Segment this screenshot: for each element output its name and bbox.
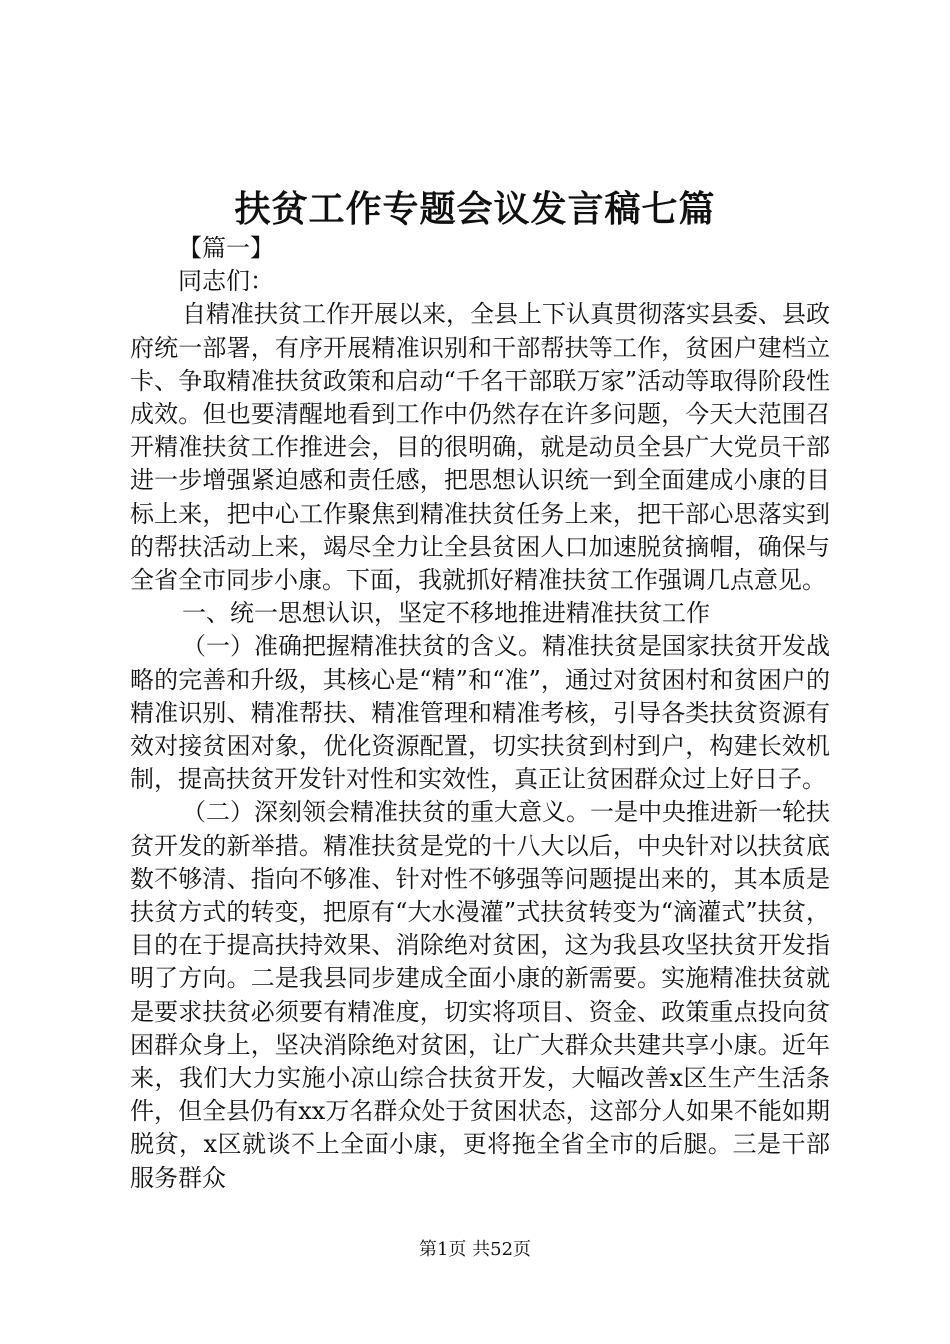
document-body [130,232,830,1195]
salutation: 同志们： [178,267,274,296]
document-title: 扶贫工作专题会议发言稿七篇 [234,188,716,230]
body-paragraph: （一）准确把握精准扶贫的含义。精准扶贫是国家扶贫开发战略的完善和升级，其核心是“精”和“准”，通过对贫困村和贫困户的精准识别、精准帮扶、精准管理和精准考核，引导各类扶贫资源有效对接贫困对象，优化资源配置，切实扶贫到村到户，构建长效机制，提高扶贫开发针对性和实效性，真正让贫困群众过上好日子。 [130,632,830,794]
subheading: 一、统一思想认识，坚定不移地推进精准扶贫工作 [182,599,710,628]
body-paragraph: 自精准扶贫工作开展以来，全县上下认真贯彻落实县委、县政府统一部署，有序开展精准识别和干部帮扶等工作，贫困户建档立卡、争取精准扶贫政策和启动“千名干部联万家”活动等取得阶段性成效。但也要清醒地看到工作中仍然存在许多问题，今天大范围召开精准扶贫工作推进会，目的很明确，就是动员全县广大党员干部进一步增强紧迫感和责任感，把思想认识统一到全面建成小康的目标上来，把中心工作聚焦到精准扶贫任务上来，把干部心思落实到的帮扶活动上来，竭尽全力让全县贫困人口加速脱贫摘帽，确保与全省全市同步小康。下面，我就抓好精准扶贫工作强调几点意见。 [130,300,830,595]
body-paragraph: （二）深刻领会精准扶贫的重大意义。一是中央推进新一轮扶贫开发的新举措。精准扶贫是党的十八大以后，中央针对以扶贫底数不够清、指向不够准、针对性不够强等问题提出来的，其本质是扶贫方式的转变，把原有“大水漫灌”式扶贫转变为“滴灌式”扶贫，目的在于提高扶持效果、消除绝对贫困，这为我县攻坚扶贫开发指明了方向。二是我县同步建成全面小康的新需要。实施精准扶贫就是要求扶贫必须要有精准度，切实将项目、资金、政策重点投向贫困群众身上，坚决消除绝对贫困，让广大群众共建共享小康。近年来，我们大力实施小凉山综合扶贫开发，大幅改善x区生产生活条件，但全县仍有xx万名群众处于贫困状态，这部分人如果不能如期脱贫，x区就谈不上全面小康，更将拖全省全市的后腿。三是干部服务群众 [130,798,830,1192]
section-heading: 【篇一】 [178,234,274,262]
page-footer: 第1页 共52页 [418,1239,532,1260]
